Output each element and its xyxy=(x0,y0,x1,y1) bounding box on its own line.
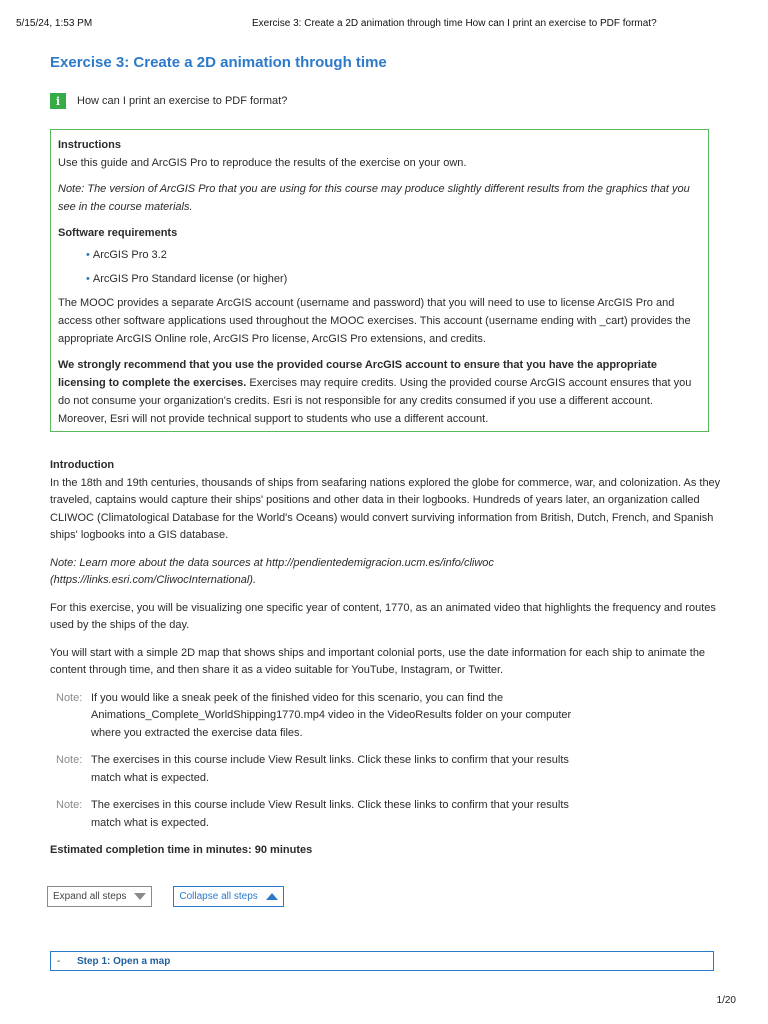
software-item xyxy=(86,246,701,264)
step-title[interactable]: Step 1: Open a map xyxy=(77,955,171,967)
note-block xyxy=(56,752,576,787)
note-label: Note: xyxy=(56,754,83,766)
recommend-bold: We strongly recommend that you use the provided course ArcGIS account to ensure that you have the appropriate licensing to complete the exercises. xyxy=(58,359,658,389)
bullet-icon: • xyxy=(86,249,90,261)
print-header xyxy=(16,18,752,29)
page-number: 1/20 xyxy=(716,995,736,1006)
software-list xyxy=(86,246,701,288)
page-title: Exercise 3: Create a 2D animation through time xyxy=(50,54,387,71)
instructions-heading: Instructions xyxy=(58,139,121,151)
collapse-toggle-icon[interactable]: - xyxy=(57,955,61,967)
note-label: Note: xyxy=(56,691,83,704)
bullet-icon: • xyxy=(86,273,90,285)
note-block xyxy=(56,690,576,743)
software-heading: Software requirements xyxy=(58,227,178,239)
software-item-label: ArcGIS Pro Standard license (or higher) xyxy=(92,273,288,285)
instructions-text: Use this guide and ArcGIS Pro to reproduce the results of the exercise on your own. xyxy=(58,157,467,169)
version-note: Note: The version of ArcGIS Pro that you are using for this course may produce slightly different results from the graphics that you see in the course materials. xyxy=(58,183,690,213)
print-help-link[interactable]: How can I print an exercise to PDF format? xyxy=(77,95,288,107)
step-1-header[interactable] xyxy=(50,951,714,971)
introduction-paragraph: In the 18th and 19th centuries, thousands of ships from seafaring nations explored the globe for commerce, war, and colonization. As they traveled, captains would capture their ships' positions and other data in their logbooks. Hundreds of years later, an organization called CLIWOC (Climatological Database for the World's Oceans) would convert surviving information from British, Dutch, French, and Spanish ships' logbooks into a GIS database. xyxy=(50,476,721,541)
software-item xyxy=(86,270,701,288)
note-text: If you would like a sneak peek of the finished video for this scenario, you can find the Animations_Complete_WorldShipping1770.mp4 video in the VideoResults folder on your computer where you extracted the exercise data files. xyxy=(91,691,572,739)
print-help-row[interactable] xyxy=(50,93,287,109)
expand-all-button[interactable] xyxy=(47,886,152,907)
recommend-paragraph xyxy=(58,356,701,428)
exercise-paragraph: For this exercise, you will be visualizing one specific year of content, 1770, as an animated video that highlights the frequency and routes used by the ships of the day. xyxy=(50,601,716,631)
introduction-heading: Introduction xyxy=(50,459,115,471)
account-paragraph: The MOOC provides a separate ArcGIS account (username and password) that you will need to use to license ArcGIS Pro and access other software applications used throughout the MOOC exercises. This account (username ending with _cart) provides the appropriate ArcGIS Online role, ArcGIS Pro license, ArcGIS Pro extensions, and credits. xyxy=(58,297,691,345)
instructions-box xyxy=(50,129,709,432)
approach-paragraph: You will start with a simple 2D map that shows ships and important colonial ports, use the date information for each ship to animate the content through time, and then share it as a video suitable for YouTube, Instagram, or Twitter. xyxy=(50,646,706,676)
collapse-all-button[interactable] xyxy=(173,886,283,907)
triangle-down-icon xyxy=(134,893,146,900)
triangle-up-icon xyxy=(266,893,278,900)
data-source-note: Note: Learn more about the data sources at http://pendientedemigracion.ucm.es/info/cliwoc (https://links.esri.com/CliwocInternational). xyxy=(50,556,494,586)
step-controls xyxy=(47,886,284,907)
introduction-section xyxy=(50,457,730,860)
estimated-time: Estimated completion time in minutes: 90 minutes xyxy=(50,844,313,856)
recommend-rest: Exercises may require credits. Using the provided course ArcGIS account ensures that you do not consume your organization's credits. Esri is not responsible for any credits consumed if you use a different account. Moreover, Esri will not provide technical support to students who use a different account. xyxy=(58,377,692,425)
expand-all-label: Expand all steps xyxy=(53,891,127,902)
note-text: The exercises in this course include View Result links. Click these links to confirm that your results match what is expected. xyxy=(91,754,569,784)
info-icon: i xyxy=(50,93,66,109)
collapse-all-label: Collapse all steps xyxy=(179,891,258,902)
note-block xyxy=(56,797,576,832)
software-item-label: ArcGIS Pro 3.2 xyxy=(92,249,167,261)
print-date: 5/15/24, 1:53 PM xyxy=(16,18,93,29)
note-text: The exercises in this course include View Result links. Click these links to confirm that your results match what is expected. xyxy=(91,799,569,829)
print-title: Exercise 3: Create a 2D animation through time How can I print an exercise to PDF format? xyxy=(252,18,657,29)
note-label: Note: xyxy=(56,799,83,811)
